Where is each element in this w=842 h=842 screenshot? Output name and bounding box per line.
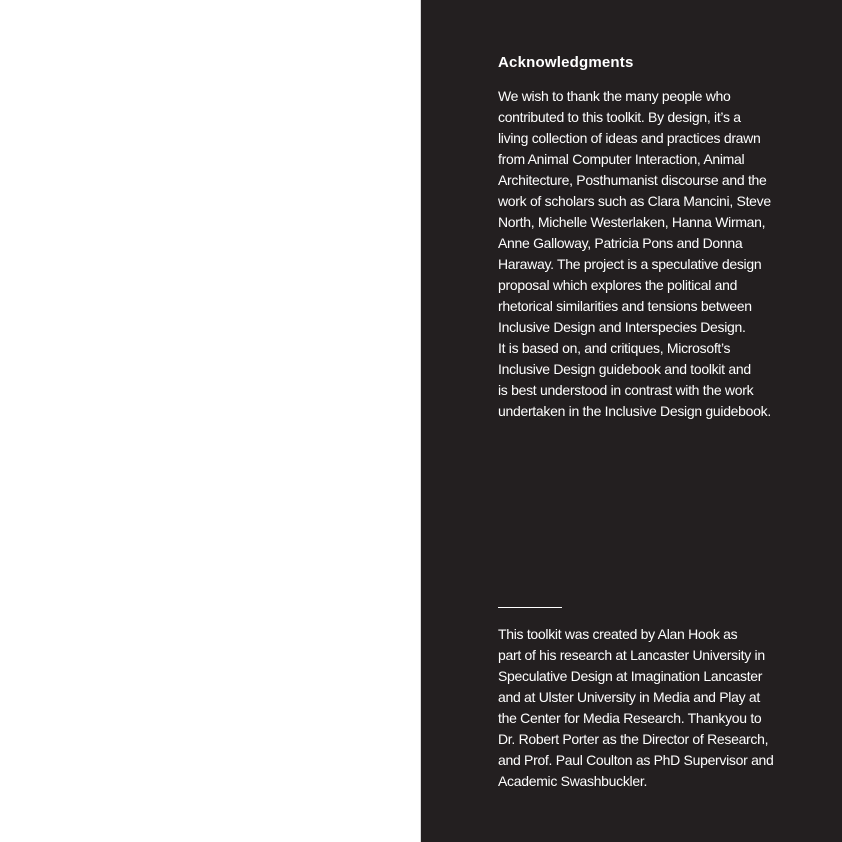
text-line: undertaken in the Inclusive Design guidebook. xyxy=(498,403,771,419)
text-line: is best understood in contrast with the work xyxy=(498,382,754,398)
text-line: It is based on, and critiques, Microsoft’s xyxy=(498,340,731,356)
text-line: We wish to thank the many people who xyxy=(498,88,731,104)
text-line: living collection of ideas and practices drawn xyxy=(498,130,761,146)
acknowledgments-page xyxy=(420,0,842,842)
text-line: work of scholars such as Clara Mancini, Steve xyxy=(498,193,771,209)
text-line: Architecture, Posthumanist discourse and the xyxy=(498,172,767,188)
text-line: Dr. Robert Porter as the Director of Research, xyxy=(498,731,769,747)
text-line: Speculative Design at Imagination Lancaster xyxy=(498,668,763,684)
section-divider xyxy=(498,607,562,608)
text-line: and Prof. Paul Coulton as PhD Supervisor and xyxy=(498,752,774,768)
credits-paragraph xyxy=(498,624,808,792)
acknowledgments-heading: Acknowledgments xyxy=(498,54,634,71)
text-line: North, Michelle Westerlaken, Hanna Wirman, xyxy=(498,214,766,230)
text-line: This toolkit was created by Alan Hook as xyxy=(498,626,738,642)
text-line: the Center for Media Research. Thankyou to xyxy=(498,710,762,726)
text-line: Anne Galloway, Patricia Pons and Donna xyxy=(498,235,743,251)
text-line: Academic Swashbuckler. xyxy=(498,773,648,789)
text-line: Inclusive Design and Interspecies Design. xyxy=(498,319,746,335)
text-line: from Animal Computer Interaction, Animal xyxy=(498,151,745,167)
blank-left-page xyxy=(0,0,420,842)
text-line: proposal which explores the political and xyxy=(498,277,738,293)
text-line: rhetorical similarities and tensions between xyxy=(498,298,752,314)
text-line: Haraway. The project is a speculative design xyxy=(498,256,762,272)
acknowledgments-paragraph xyxy=(498,86,808,422)
text-line: Inclusive Design guidebook and toolkit and xyxy=(498,361,751,377)
text-line: and at Ulster University in Media and Play at xyxy=(498,689,760,705)
text-line: contributed to this toolkit. By design, it’s a xyxy=(498,109,741,125)
text-line: part of his research at Lancaster University in xyxy=(498,647,765,663)
